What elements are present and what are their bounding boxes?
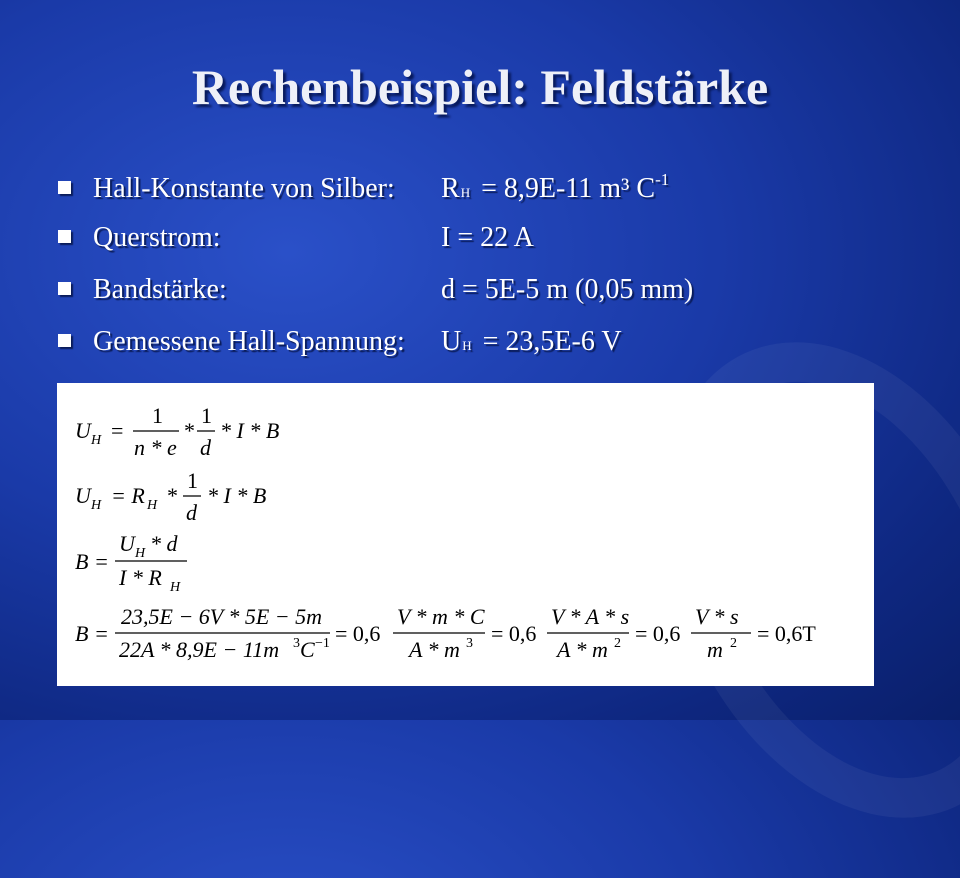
bullet-square-icon [58,230,71,243]
eq2-den: d [186,500,197,525]
eq4-den2: A * m [409,637,460,662]
eq4-den1-sup2: −1 [315,636,330,651]
eq4-den1-sup1: 3 [293,636,300,651]
formula-svg [57,383,874,686]
bullet-label: Gemessene Hall-Spannung: [93,326,405,357]
eq3-lhs: B = [75,549,109,574]
eq3-num-tail: * d [150,531,178,556]
eq2-eq-r: = R [111,483,145,508]
bullet-list [58,170,918,378]
eq4-num4: V * s [695,604,739,629]
equation-2 [75,468,266,525]
eq2-star: * [167,483,178,508]
eq4-den1-mid: C [300,637,315,662]
eq4-eq-a: = 0,6 [335,621,381,646]
eq1-star1: * [184,418,195,443]
bullet-hall-constant [58,170,918,222]
eq4-eq-b: = 0,6 [491,621,537,646]
eq4-den1: 22A * 8,9E − 11m [119,637,280,662]
bullet-square-icon [58,282,71,295]
eq2-lhs: U [75,483,91,508]
eq4-den2-sup: 3 [466,636,473,651]
bullet-label: Hall-Konstante von Silber: [93,173,395,204]
bullet-band-thickness [58,274,918,326]
eq2-lhs-sub: H [91,498,102,513]
eq4-den3: A * m [557,637,608,662]
eq4-den4: m [707,637,723,662]
eq1-den2: d [200,435,211,460]
eq1-equals: = [111,418,124,443]
bullet-value: RH = 8,9E-11 m³ $C^{-1}$ [441,170,670,204]
eq1-num1: 1 [152,403,163,428]
eq1-lhs: U [75,418,91,443]
eq4-result: = 0,6T [757,621,816,646]
bullet-cross-current [58,222,918,274]
bullet-value: I = 22 A [441,222,534,253]
bullet-value: UH = 23,5E-6 V [441,326,622,357]
formula-image [57,383,874,686]
eq2-r-sub: H [147,498,158,513]
eq1-lhs-sub: H [91,433,102,448]
eq4-num1: 23,5E − 6V * 5E − 5m [121,604,322,629]
eq3-den-sub: H [170,580,181,595]
eq2-tail: * I * B [207,483,267,508]
eq3-den: I * R [119,565,162,590]
eq4-num3: V * A * s [551,604,630,629]
bullet-square-icon [58,334,71,347]
eq4-lhs: B = [75,621,109,646]
eq2-num: 1 [187,468,198,493]
bullet-hall-voltage [58,326,918,378]
bullet-label: Bandstärke: [93,274,227,305]
equation-1 [75,403,279,460]
slide-title: Rechenbeispiel: Feldstärke [191,59,769,115]
eq1-den1: n * e [134,435,177,460]
eq4-num2: V * m * C [397,604,485,629]
eq1-num2: 1 [201,403,212,428]
equation-3 [75,531,187,595]
eq3-num: U [119,531,135,556]
eq3-num-sub: H [135,546,146,561]
eq4-den4-sup: 2 [730,636,737,651]
equation-4 [75,604,816,662]
bullet-value: d = 5E-5 m (0,05 mm) [441,274,694,305]
eq4-eq-c: = 0,6 [635,621,681,646]
bullet-label: Querstrom: [93,222,221,253]
eq4-den3-sup: 2 [614,636,621,651]
bullet-square-icon [58,181,71,194]
eq1-tail: * I * B [220,418,280,443]
